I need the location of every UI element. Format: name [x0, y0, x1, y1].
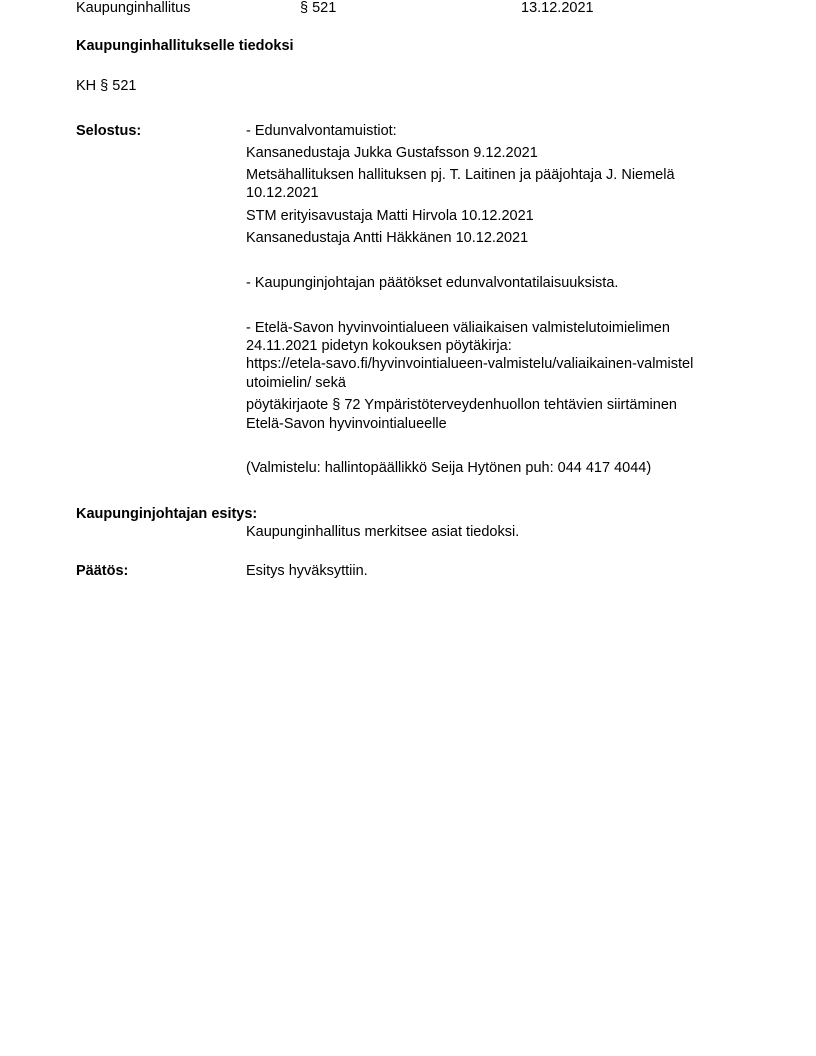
protocol-link-line: https://etela-savo.fi/hyvinvointialueen-valmistelu/valiaikainen-valmistel — [246, 356, 694, 372]
header-date: 13.12.2021 — [521, 0, 594, 16]
memo-item: Kansanedustaja Jukka Gustafsson 9.12.2021 — [246, 145, 538, 161]
memo-item: 10.12.2021 — [246, 185, 319, 201]
protocol-line: - Etelä-Savon hyvinvointialueen väliaikaisen valmistelutoimielimen — [246, 320, 670, 336]
memo-item: Metsähallituksen hallituksen pj. T. Laitinen ja pääjohtaja J. Niemelä — [246, 167, 675, 183]
decision-label: Päätös: — [76, 563, 129, 579]
excerpt-line: Etelä-Savon hyvinvointialueelle — [246, 416, 447, 432]
header-section-number: § 521 — [300, 0, 337, 16]
proposal-label: Kaupunginjohtajan esitys: — [76, 506, 258, 522]
decision-text: Esitys hyväksyttiin. — [246, 563, 368, 579]
excerpt-line: pöytäkirjaote § 72 Ympäristöterveydenhuollon tehtävien siirtäminen — [246, 397, 677, 413]
document-title: Kaupunginhallitukselle tiedoksi — [76, 38, 294, 54]
memos-heading: - Edunvalvontamuistiot: — [246, 123, 397, 139]
section-reference: KH § 521 — [76, 78, 137, 94]
selostus-label: Selostus: — [76, 123, 142, 139]
protocol-line: 24.11.2021 pidetyn kokouksen pöytäkirja: — [246, 338, 512, 354]
memo-item: STM erityisavustaja Matti Hirvola 10.12.2021 — [246, 208, 534, 224]
memo-item: Kansanedustaja Antti Häkkänen 10.12.2021 — [246, 230, 529, 246]
preparer-line: (Valmistelu: hallintopäällikkö Seija Hytönen puh: 044 417 4044) — [246, 460, 652, 476]
header-body-name: Kaupunginhallitus — [76, 0, 191, 16]
proposal-text: Kaupunginhallitus merkitsee asiat tiedoksi. — [246, 524, 520, 540]
protocol-line: utoimielin/ sekä — [246, 375, 346, 391]
mayor-decisions-line: - Kaupunginjohtajan päätökset edunvalvontatilaisuuksista. — [246, 275, 619, 291]
